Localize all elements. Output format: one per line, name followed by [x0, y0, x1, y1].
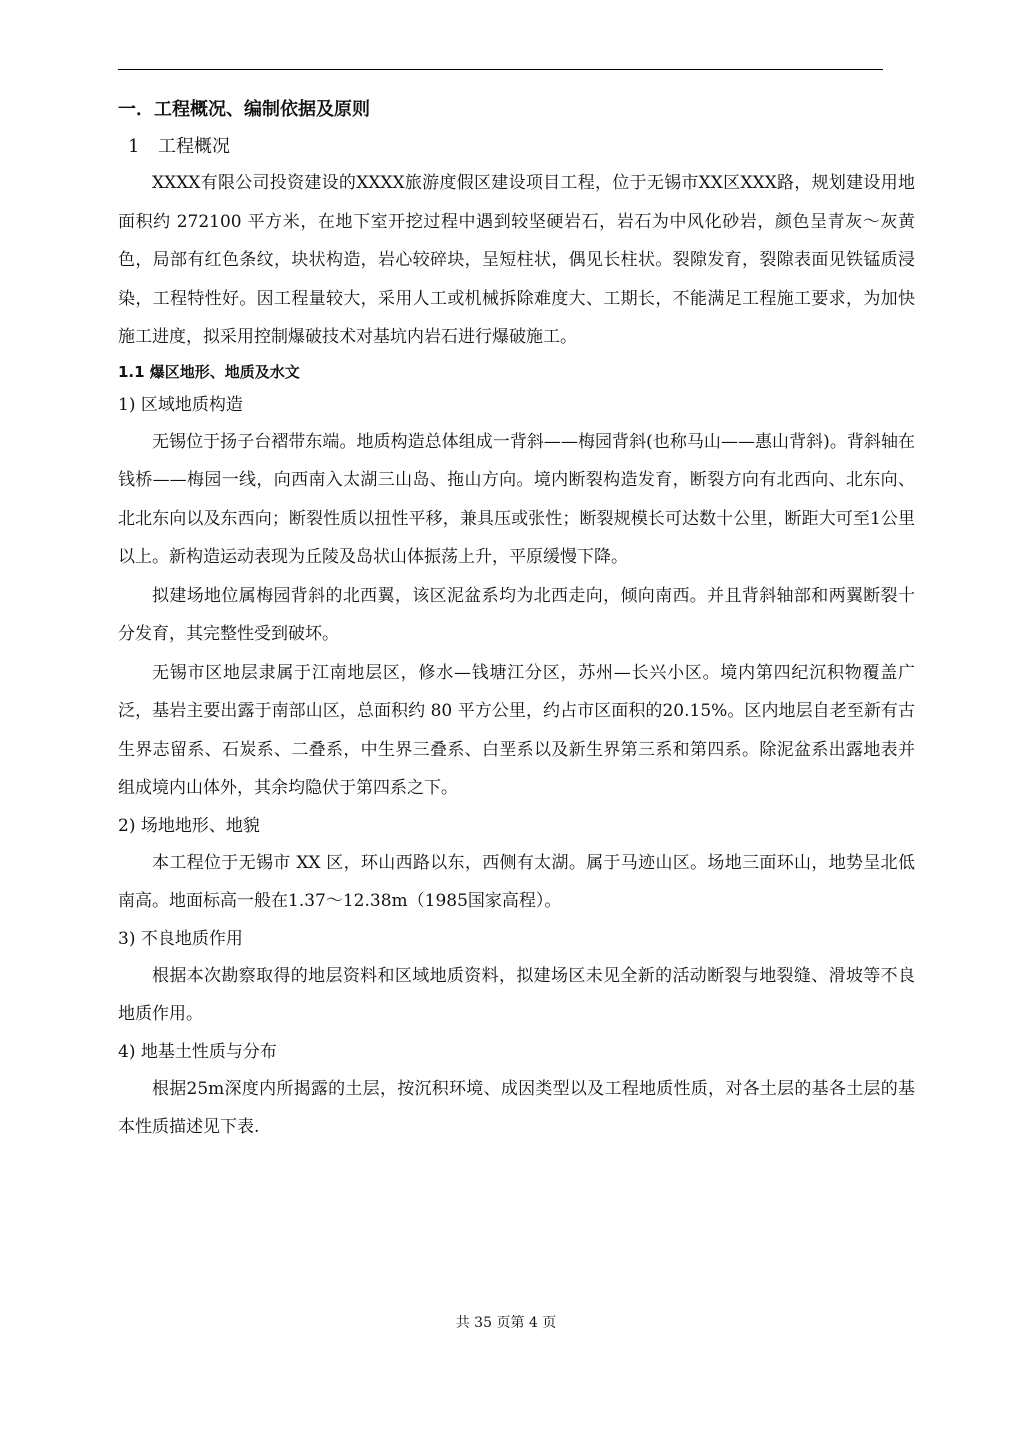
paragraph-overview: XXXX有限公司投资建设的XXXX旅游度假区建设项目工程，位于无锡市XX区XXX路，规划建设用地面积约 272100 平方米，在地下室开挖过程中遇到较坚硬岩石，岩石为中风化砂岩，颜色呈青灰～灰黄色，局部有红色条纹，块状构造，岩心较碎块，呈短柱状，偶见长柱状。裂隙发育，裂隙表面见铁锰质浸染，工程特性好。因工程量较大，采用人工或机械拆除难度大、工期长，不能满足工程施工要求，为加快施工进度，拟采用控制爆破技术对基坑内岩石进行爆破施工。	[118, 173, 915, 347]
paragraph-terrain: 本工程位于无锡市 XX 区，环山西路以东，西侧有太湖。属于马迹山区。场地三面环山，地势呈北低南高。地面标高一般在1.37～12.38m（1985国家高程）。	[118, 852, 915, 911]
item-heading-soil: 4) 地基土性质与分布	[118, 1041, 277, 1062]
paragraph-regional-geology: 无锡位于扬子台褶带东端。地质构造总体组成一背斜——梅园背斜(也称马山——惠山背斜)。背斜轴在钱桥——梅园一线，向西南入太湖三山岛、拖山方向。境内断裂构造发育，断裂方向有北西向、北东向、北北东向以及东西向；断裂性质以扭性平移，兼具压或张性；断裂规模长可达数十公里，断距大可至1公里以上。新构造运动表现为丘陵及岛状山体振荡上升，平原缓慢下降。	[118, 431, 915, 567]
item-heading-regional-geology: 1) 区域地质构造	[118, 394, 243, 415]
document-body	[118, 94, 915, 1147]
item-heading-terrain: 2) 场地地形、地貌	[118, 815, 260, 836]
page-number: 共 35 页第 4 页	[455, 1315, 557, 1331]
header-rule	[118, 69, 883, 70]
subsection-number: 1	[128, 136, 140, 157]
item-heading-adverse-geology: 3) 不良地质作用	[118, 928, 243, 949]
paragraph-adverse-geology: 根据本次勘察取得的地层资料和区域地质资料，拟建场区未见全新的活动断裂与地裂缝、滑坡等不良地质作用。	[118, 965, 915, 1024]
paragraph-site-anticline: 拟建场地位属梅园背斜的北西翼，该区泥盆系均为北西走向，倾向南西。并且背斜轴部和两翼断裂十分发育，其完整性受到破坏。	[118, 585, 915, 644]
subsection-title: 工程概况	[158, 136, 230, 157]
section-heading: 一．工程概况、编制依据及原则	[118, 99, 370, 120]
paragraph-soil: 根据25m深度内所揭露的土层，按沉积环境、成因类型以及工程地质性质，对各土层的基各土层的基本性质描述见下表.	[118, 1078, 915, 1137]
paragraph-strata: 无锡市区地层隶属于江南地层区，修水—钱塘江分区，苏州—长兴小区。境内第四纪沉积物覆盖广泛，基岩主要出露于南部山区，总面积约 80 平方公里，约占市区面积的20.15%。区内地层自老至新有古生界志留系、石炭系、二叠系，中生界三叠系、白垩系以及新生界第三系和第四系。除泥盆系出露地表并组成境内山体外，其余均隐伏于第四系之下。	[118, 662, 915, 798]
subsubsection-heading: 1.1 爆区地形、地质及水文	[118, 362, 300, 381]
subsection-heading	[128, 130, 915, 164]
